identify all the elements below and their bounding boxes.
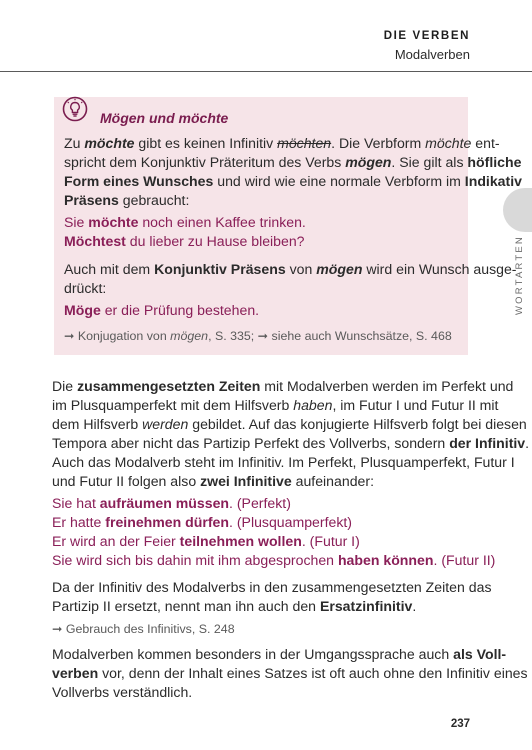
arrow-icon: ➞ — [257, 329, 269, 343]
cross-reference[interactable]: ➞ Konjugation von mögen, S. 335; ➞ siehe auch Wunschsätze, S. 468 — [64, 329, 452, 343]
paragraph-line: Partizip II ersetzt, nennt man ihn auch den Ersatzinfinitiv. — [52, 598, 417, 614]
thumb-tab-label: WORTARTEN — [514, 235, 525, 315]
cross-reference[interactable]: ➞ Gebrauch des Infinitivs, S. 248 — [52, 622, 235, 636]
example-sentence: Er wird an der Feier teilnehmen wollen. (Futur I) — [52, 533, 360, 549]
box-example: Möge er die Prüfung bestehen. — [64, 302, 260, 318]
paragraph-line: Da der Infinitiv des Modalverbs in den zusammengesetzten Zeiten das — [52, 579, 492, 595]
paragraph-line: Die zusammengesetzten Zeiten mit Modalverben werden im Perfekt und — [52, 378, 514, 394]
example-sentence: Sie wird sich bis dahin mit ihm abgesprochen haben können. (Futur II) — [52, 552, 496, 568]
arrow-icon: ➞ — [52, 622, 63, 636]
example-sentence: Sie hat aufräumen müssen. (Perfekt) — [52, 495, 291, 511]
paragraph-line: und Futur II folgen also zwei Infinitive aufeinander: — [52, 473, 374, 489]
paragraph-line: Auch das Modalverb steht im Infinitiv. Im Perfekt, Plusquamperfekt, Futur I — [52, 454, 515, 470]
box-example: Sie möchte noch einen Kaffee trinken. — [64, 214, 306, 230]
section-title: Modalverben — [394, 47, 470, 62]
lightbulb-icon — [62, 96, 88, 122]
box-paragraph-line: Präsens gebraucht: — [64, 192, 190, 208]
paragraph-line: Modalverben kommen besonders in der Umgangssprache auch als Voll- — [52, 646, 507, 662]
chapter-title: DIE VERBEN — [383, 30, 470, 42]
paragraph-line: dem Hilfsverb werden gebildet. Auf das konjugierte Hilfsverb folgt bei diesen — [52, 416, 527, 432]
paragraph-line: im Plusquamperfekt mit dem Hilfsverb haben, im Futur I und Futur II mit — [52, 397, 499, 413]
box-paragraph-line: Zu möchte gibt es keinen Infinitiv möchten. Die Verbform möchte ent- — [64, 135, 500, 151]
paragraph-line: Vollverbs verständlich. — [52, 684, 193, 700]
box-paragraph-line: spricht dem Konjunktiv Präteritum des Verbs mögen. Sie gilt als höfliche — [64, 154, 522, 170]
thumb-tab — [503, 188, 532, 232]
example-sentence: Er hatte freinehmen dürfen. (Plusquamperfekt) — [52, 514, 352, 530]
info-box-title: Mögen und möchte — [100, 110, 229, 126]
paragraph-line: verben vor, denn der Inhalt eines Satzes ist oft auch ohne den Infinitiv eines — [52, 665, 528, 681]
page-number: 237 — [450, 718, 470, 730]
box-paragraph-line: Form eines Wunsches und wird wie eine normale Verbform im Indikativ — [64, 173, 522, 189]
header-divider — [0, 71, 532, 72]
box-paragraph-line: Auch mit dem Konjunktiv Präsens von mögen wird ein Wunsch ausge- — [64, 261, 517, 277]
paragraph-line: Tempora aber nicht das Partizip Perfekt des Vollverbs, sondern der Infinitiv. — [52, 435, 530, 451]
box-example: Möchtest du lieber zu Hause bleiben? — [64, 233, 305, 249]
arrow-icon: ➞ — [64, 329, 75, 343]
box-paragraph-line: drückt: — [64, 280, 107, 296]
